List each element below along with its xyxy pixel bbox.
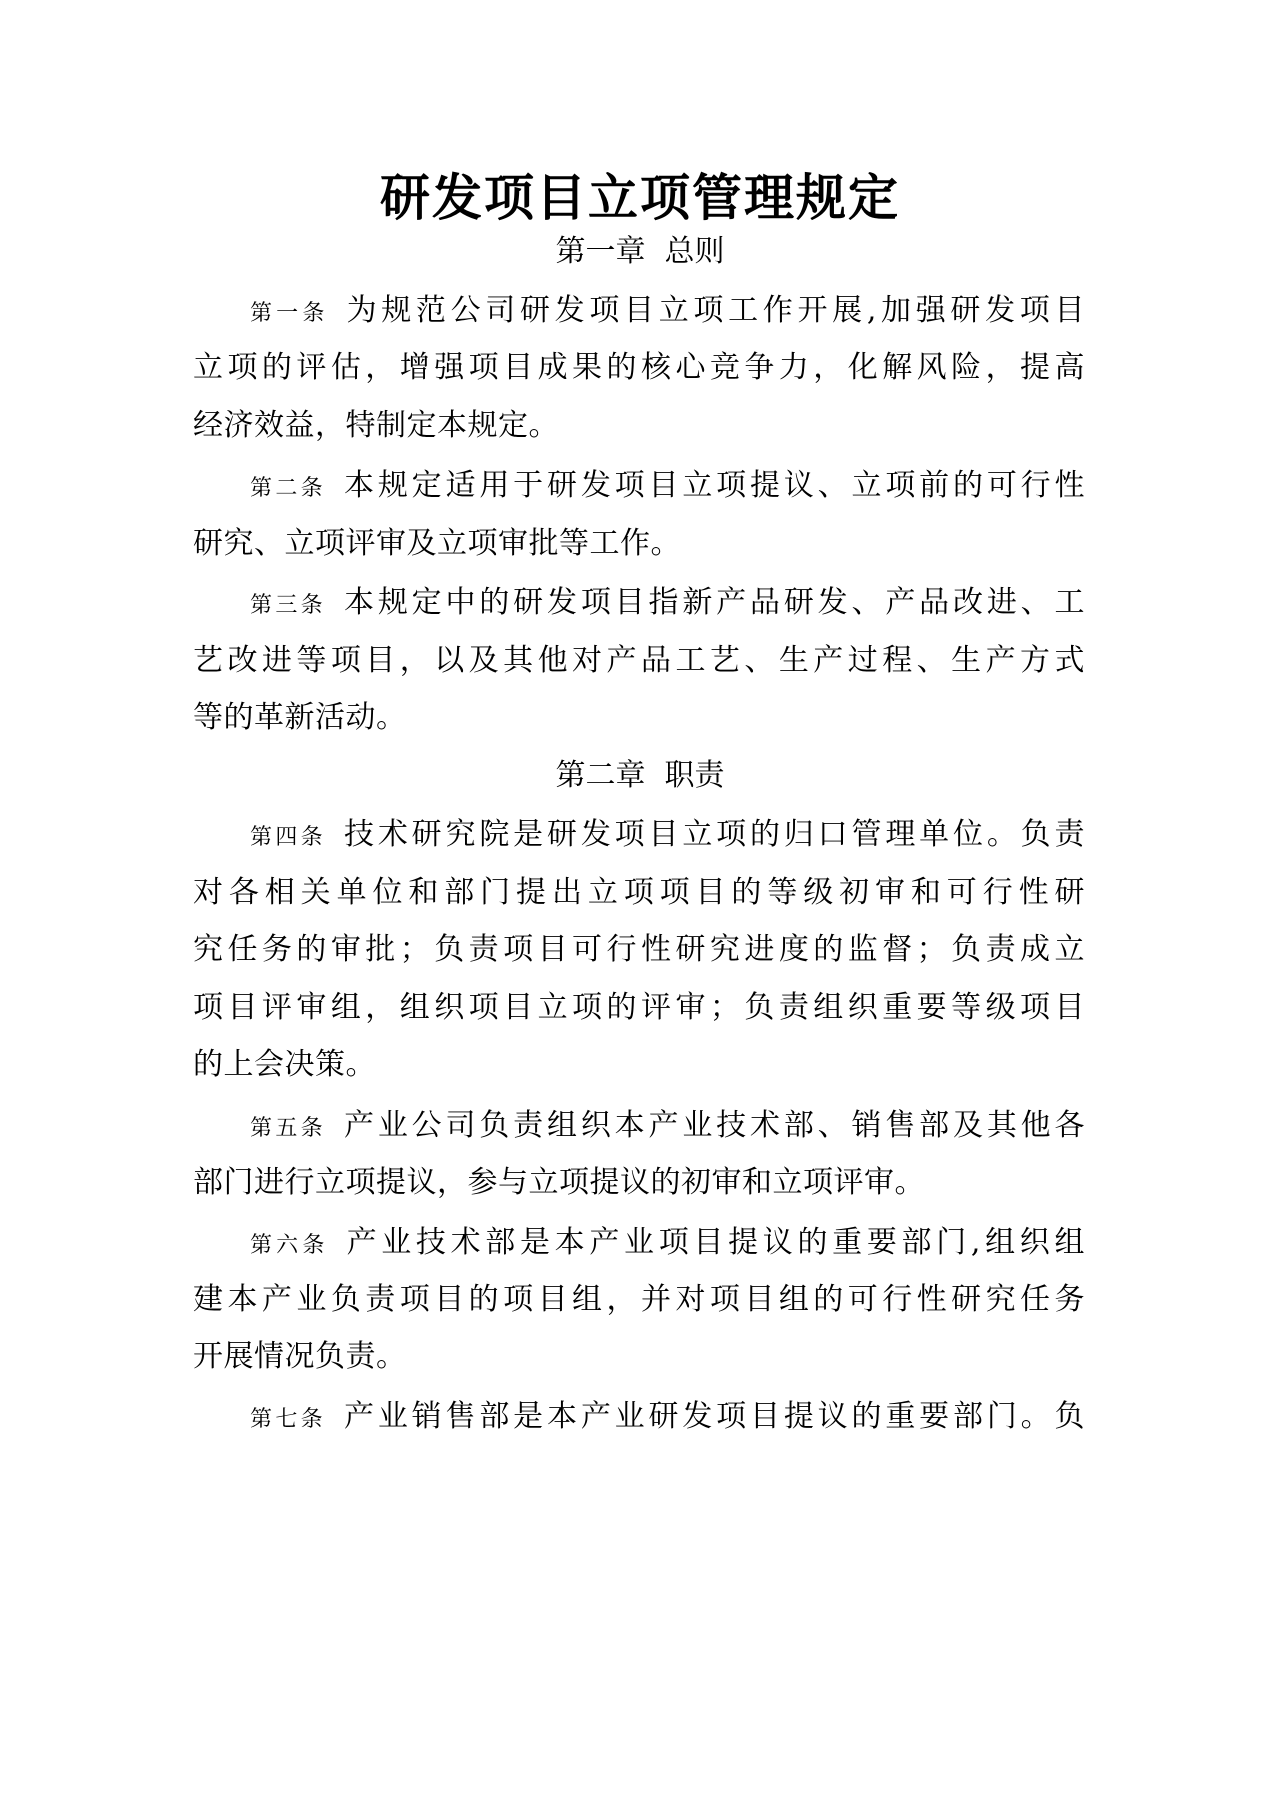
article-5-line-2: 部门进行立项提议，参与立项提议的初审和立项评审。 xyxy=(193,1165,925,1200)
document-title: 研发项目立项管理规定 xyxy=(380,168,900,227)
article-label: 第一条 xyxy=(250,301,329,326)
article-1-line-3: 经济效益，特制定本规定。 xyxy=(193,408,559,443)
article-4-line-5: 的上会决策。 xyxy=(193,1047,376,1082)
chapter-heading-1: 第一章 总则 xyxy=(555,234,725,269)
article-3-line-3: 等的革新活动。 xyxy=(193,700,407,735)
article-4-line-4: 项目评审组，组织项目立项的评审；负责组织重要等级项目 xyxy=(193,990,1085,1025)
article-3-line-2: 艺改进等项目，以及其他对产品工艺、生产过程、生产方式 xyxy=(193,643,1085,678)
article-text: 本规定适用于研发项目立项提议、立项前的可行性 xyxy=(344,468,1085,503)
article-text: 产业公司负责组织本产业技术部、销售部及其他各 xyxy=(344,1108,1085,1143)
article-4-line-3: 究任务的审批；负责项目可行性研究进度的监督；负责成立 xyxy=(193,932,1085,967)
article-text: 产业销售部是本产业研发项目提议的重要部门。负 xyxy=(344,1399,1085,1434)
article-5-line-1 xyxy=(250,1106,1085,1149)
chapter-heading-2: 第二章 职责 xyxy=(555,758,725,793)
article-3-line-1 xyxy=(250,583,1085,626)
article-6-line-3: 开展情况负责。 xyxy=(193,1339,407,1374)
article-2-line-1 xyxy=(250,466,1085,509)
article-6-line-2: 建本产业负责项目的项目组，并对项目组的可行性研究任务 xyxy=(193,1282,1085,1317)
article-6-line-1 xyxy=(250,1223,1085,1266)
article-text: 技术研究院是研发项目立项的归口管理单位。负责 xyxy=(344,817,1085,852)
article-label: 第六条 xyxy=(250,1233,329,1258)
article-text: 本规定中的研发项目指新产品研发、产品改进、工 xyxy=(344,585,1085,620)
article-text: 为规范公司研发项目立项工作开展,加强研发项目 xyxy=(346,293,1085,328)
article-4-line-2: 对各相关单位和部门提出立项项目的等级初审和可行性研 xyxy=(193,875,1085,910)
article-label: 第七条 xyxy=(250,1407,326,1432)
article-label: 第三条 xyxy=(250,593,326,618)
article-1-line-1 xyxy=(250,291,1085,334)
article-1-line-2: 立项的评估，增强项目成果的核心竞争力，化解风险，提高 xyxy=(193,350,1085,385)
article-label: 第四条 xyxy=(250,825,326,850)
article-7-line-1 xyxy=(250,1397,1085,1440)
article-text: 产业技术部是本产业项目提议的重要部门,组织组 xyxy=(346,1225,1085,1260)
article-label: 第二条 xyxy=(250,476,326,501)
article-label: 第五条 xyxy=(250,1116,326,1141)
article-4-line-1 xyxy=(250,815,1085,858)
article-2-line-2: 研究、立项评审及立项审批等工作。 xyxy=(193,526,681,561)
